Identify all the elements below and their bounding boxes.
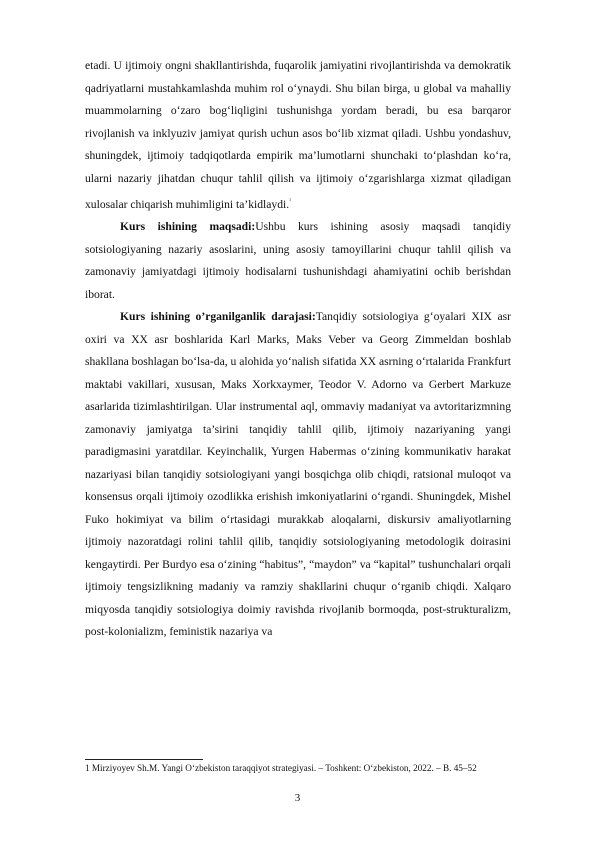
footnote: 1 Mirziyoyev Sh.M. Yangi O‘zbekiston taraqqiyot strategiyasi. – Toshkent: O‘zbekiston, 2022. – B. 45–52 xyxy=(85,763,477,773)
body-text xyxy=(85,55,511,644)
footnote-divider xyxy=(85,759,203,760)
study-level-label: Kurs ishining o’rganilganlik darajasi: xyxy=(120,310,316,324)
goal-text: Ushbu kurs ishining asosiy maqsadi tanqidiy sotsiologiyaning nazariy asoslarini, uning asosiy tamoyillarini chuqur tahlil qilish va zamonaviy jamiyatdagi ijtimoiy hodisalarni tushunishdagi ahamiyatini ochib berishdan iborat. xyxy=(85,220,512,301)
study-level-text: Tanqidiy sotsiologiya g‘oyalari XIX asr oxiri va XX asr boshlarida Karl Marks, Maks Veber va Georg Zimmeldan boshlab shakllana boshlagan bo‘lsa-da, u alohida yo‘nalish sifatida XX asrning o‘rtalarida Frankfurt maktabi vakillari, xususan, Maks Xorkxaymer, Teodor V. Adorno va Gerbert Markuze asarlarida tizimlashtirilgan. Ular instrumental aql, ommaviy madaniyat va avtoritarizmning zamonaviy jamiyatga ta’sirini tanqidiy tahlil qilib, ijtimoiy nazariyaning yangi paradigmasini yaratdilar. Keyinchalik, Yurgen Habermas o‘zining kommunikativ harakat nazariyasi bilan tanqidiy sotsiologiyani yangi bosqichga olib chiqdi, ratsional muloqot va konsensus orqali ijtimoiy ozodlikka erishish imkoniyatlarini o‘rgandi. Shuningdek, Mishel Fuko hokimiyat va bilim o‘rtasidagi murakkab aloqalarni, diskursiv amaliyotlarning ijtimoiy nazoratdagi rolini tahlil qilib, tanqidiy sotsiologiyaning metodologik doirasini kengaytirdi. Per Burdyo esa o‘zining “habitus”, “maydon” va “kapital” tushunchalari orqali ijtimoiy tengsizlikning madaniy va ramziy shakllarini chuqur o‘rganib chiqdi. Xalqaro miqyosda tanqidiy sotsiologiya doimiy ravishda rivojlanib bormoqda, post-strukturalizm, post-kolonializm, feministik nazariya va xyxy=(85,310,511,639)
paragraph-intro xyxy=(85,55,511,216)
page-number: 3 xyxy=(294,792,301,804)
paragraph-study-level xyxy=(85,306,511,644)
footnote-reference-mark: ¹ xyxy=(289,197,292,205)
goal-label: Kurs ishining maqsadi: xyxy=(120,220,256,234)
paragraph-goal xyxy=(85,216,511,306)
paragraph-intro-text: etadi. U ijtimoiy ongni shakllantirishda, fuqarolik jamiyatini rivojlantirishda va demokratik qadriyatlarni mustahkamlashda muhim rol o‘ynaydi. Shu bilan birga, u global va mahalliy muammolarning o‘zaro bog‘liqligini tushunishga yordam beradi, bu esa barqaror rivojlanish va inklyuziv jamiyat qurish uchun asos bo‘lib xizmat qiladi. Ushbu yondashuv, shuningdek, ijtimoiy tadqiqotlarda empirik ma’lumotlarni shunchaki to‘plashdan ko‘ra, ularni nazariy jihatdan chuqur tahlil qilish va ijtimoiy o‘zgarishlarga xizmat qiladigan xulosalar chiqarish muhimligini ta’kidlaydi. xyxy=(85,59,511,211)
